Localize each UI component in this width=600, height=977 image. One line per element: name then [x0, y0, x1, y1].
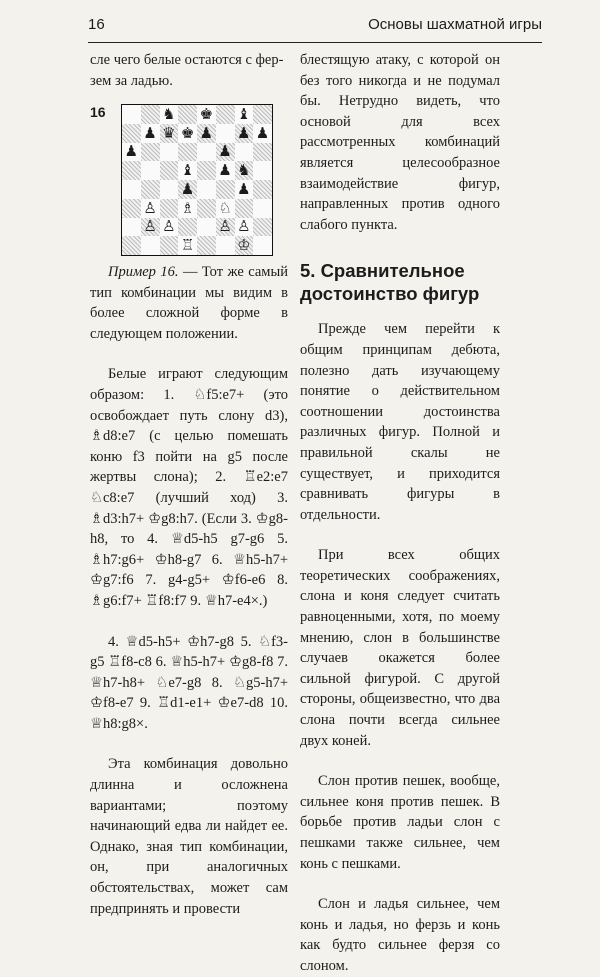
board-square: ♙: [160, 218, 179, 237]
left-top-line-1: сле чего белые остаются с фер-: [90, 52, 284, 68]
board-square: ♟: [122, 143, 141, 162]
board-square: ♙: [141, 218, 160, 237]
board-square: [122, 124, 141, 143]
board-square: [253, 105, 272, 124]
board-square: ♚: [197, 105, 216, 124]
example-paragraph: [90, 262, 288, 344]
section-title-line-1: 5. Сравнительное: [300, 260, 465, 282]
board-square: [122, 236, 141, 255]
board-square: [160, 161, 179, 180]
board-square: [253, 218, 272, 237]
board-square: ♟: [216, 143, 235, 162]
board-square: ♟: [235, 180, 254, 199]
board-square: ♙: [216, 218, 235, 237]
board-square: ♟: [216, 161, 235, 180]
board-square: [235, 143, 254, 162]
closing-paragraph: Эта комбинация довольно длинна и осложнена вариантами; поэтому начинающий едва ли найдет ее. Однако, зная тип комбинации, он, при аналогичных обстоятельствах, может сам предпринять и провести: [90, 756, 288, 917]
board-square: [253, 180, 272, 199]
board-square: [253, 236, 272, 255]
section-paragraph-3: Слон против пешек, вообще, сильнее коня против пешек. В борьбе против ладьи слон с пешками также сильнее, чем конь с пешками.: [300, 773, 500, 872]
section-paragraph-2: При всех общих теоретических соображениях, слона и коня следует считать равноценными, хотя, по моему мнению, слон в большинстве случаев окажется более сильной фигурой. С другой стороны, общеизвестно, что два слона почти всегда сильнее двух коней.: [300, 547, 500, 749]
board-square: ♙: [141, 199, 160, 218]
board-square: ♟: [197, 124, 216, 143]
board-square: [253, 199, 272, 218]
board-square: [122, 161, 141, 180]
board-square: ♝: [235, 105, 254, 124]
board-square: [141, 105, 160, 124]
board-square: ♝: [178, 161, 197, 180]
page-number: 16: [88, 16, 105, 33]
board-square: ♞: [160, 105, 179, 124]
running-title: Основы шахматной игры: [368, 16, 542, 33]
left-top-line-2: зем за ладью.: [90, 72, 173, 89]
board-square: [178, 105, 197, 124]
board-square: [253, 143, 272, 162]
board-square: [235, 199, 254, 218]
example-label: Пример 16.: [108, 264, 179, 280]
board-square: [216, 124, 235, 143]
board-square: [160, 199, 179, 218]
board-square: ♖: [178, 236, 197, 255]
section-paragraph-1: Прежде чем перейти к общим принципам дебюта, полезно дать изучающему понятие о действительном соотношении достоинства различных фигур. Полной и правильной скалы не существует, и приходится сравнивать фигуры в отдельности.: [300, 321, 500, 523]
board-square: [216, 105, 235, 124]
board-square: [178, 218, 197, 237]
diagram-number: 16: [90, 104, 106, 120]
board-square: ♟: [253, 124, 272, 143]
board-square: [197, 161, 216, 180]
board-square: ♙: [235, 218, 254, 237]
board-square: ♗: [178, 199, 197, 218]
board-square: ♞: [235, 161, 254, 180]
board-square: [122, 105, 141, 124]
chess-diagram: [121, 104, 273, 256]
board-square: ♟: [235, 124, 254, 143]
board-square: ♟: [141, 124, 160, 143]
board-square: [197, 143, 216, 162]
board-square: [122, 180, 141, 199]
board-square: ♔: [235, 236, 254, 255]
moves-paragraph-1: Белые играют следующим образом: 1. ♘f5:e7+ (это освобождает путь слону d3), ♗d8:e7 (с целью помешать коню f3 пойти на g5 после жертвы слона); 2. ♖e2:e7 ♘c8:e7 (лучший ход) 3. ♗d3:h7+ ♔g8:h7. (Если 3. ♔g8-h8, то 4. ♕d5-h5 g7-g6 5. ♗h7:g6+ ♔h8-g7 6. ♕h5-h7+ ♔g7:f6 7. g4-g5+ ♔f6-e6 8. ♗g6:f7+ ♖f8:f7 9. ♕h7-e4×.): [90, 366, 288, 609]
board-square: [253, 161, 272, 180]
board-square: [122, 218, 141, 237]
board-square: [141, 236, 160, 255]
right-column: [300, 50, 500, 977]
running-header: [88, 14, 542, 43]
section-paragraph-4: Слон и ладья сильнее, чем конь и ладья, но ферзь и конь как будто сильнее ферзя со слоном.: [300, 896, 500, 974]
board-square: ♘: [216, 199, 235, 218]
board-square: [141, 180, 160, 199]
board-square: [160, 236, 179, 255]
section-title-line-2: достоинство фигур: [300, 283, 480, 305]
board-square: [178, 143, 197, 162]
board-square: [197, 236, 216, 255]
board-square: [141, 161, 160, 180]
left-column: [90, 50, 288, 91]
board-square: [216, 180, 235, 199]
board-square: [216, 236, 235, 255]
board-square: [122, 199, 141, 218]
left-column-body: [90, 262, 288, 919]
board-square: [160, 143, 179, 162]
example-text: — Тот же самый тип комбинации мы видим в более сложной форме в следующем положении.: [90, 264, 288, 342]
moves-paragraph-2: 4. ♕d5-h5+ ♔h7-g8 5. ♘f3-g5 ♖f8-c8 6. ♕h5-h7+ ♔g8-f8 7. ♕h7-h8+ ♘e7-g8 8. ♘g5-h7+ ♔f8-e7 9. ♖d1-e1+ ♔e7-d8 10. ♕h8:g8×.: [90, 633, 288, 732]
board-square: [197, 180, 216, 199]
board-square: [197, 218, 216, 237]
board-square: [197, 199, 216, 218]
board-square: ♟: [178, 180, 197, 199]
board-square: ♛: [160, 124, 179, 143]
board-square: ♚: [178, 124, 197, 143]
board-square: [160, 180, 179, 199]
board-square: [141, 143, 160, 162]
continuation-paragraph: блестящую атаку, с которой он без того никогда и не подумал бы. Нетрудно видеть, что основой для всех рассмотренных комбинаций является целесообразное взаимодействие фигур, направленных против одного слабого пункта.: [300, 52, 500, 233]
